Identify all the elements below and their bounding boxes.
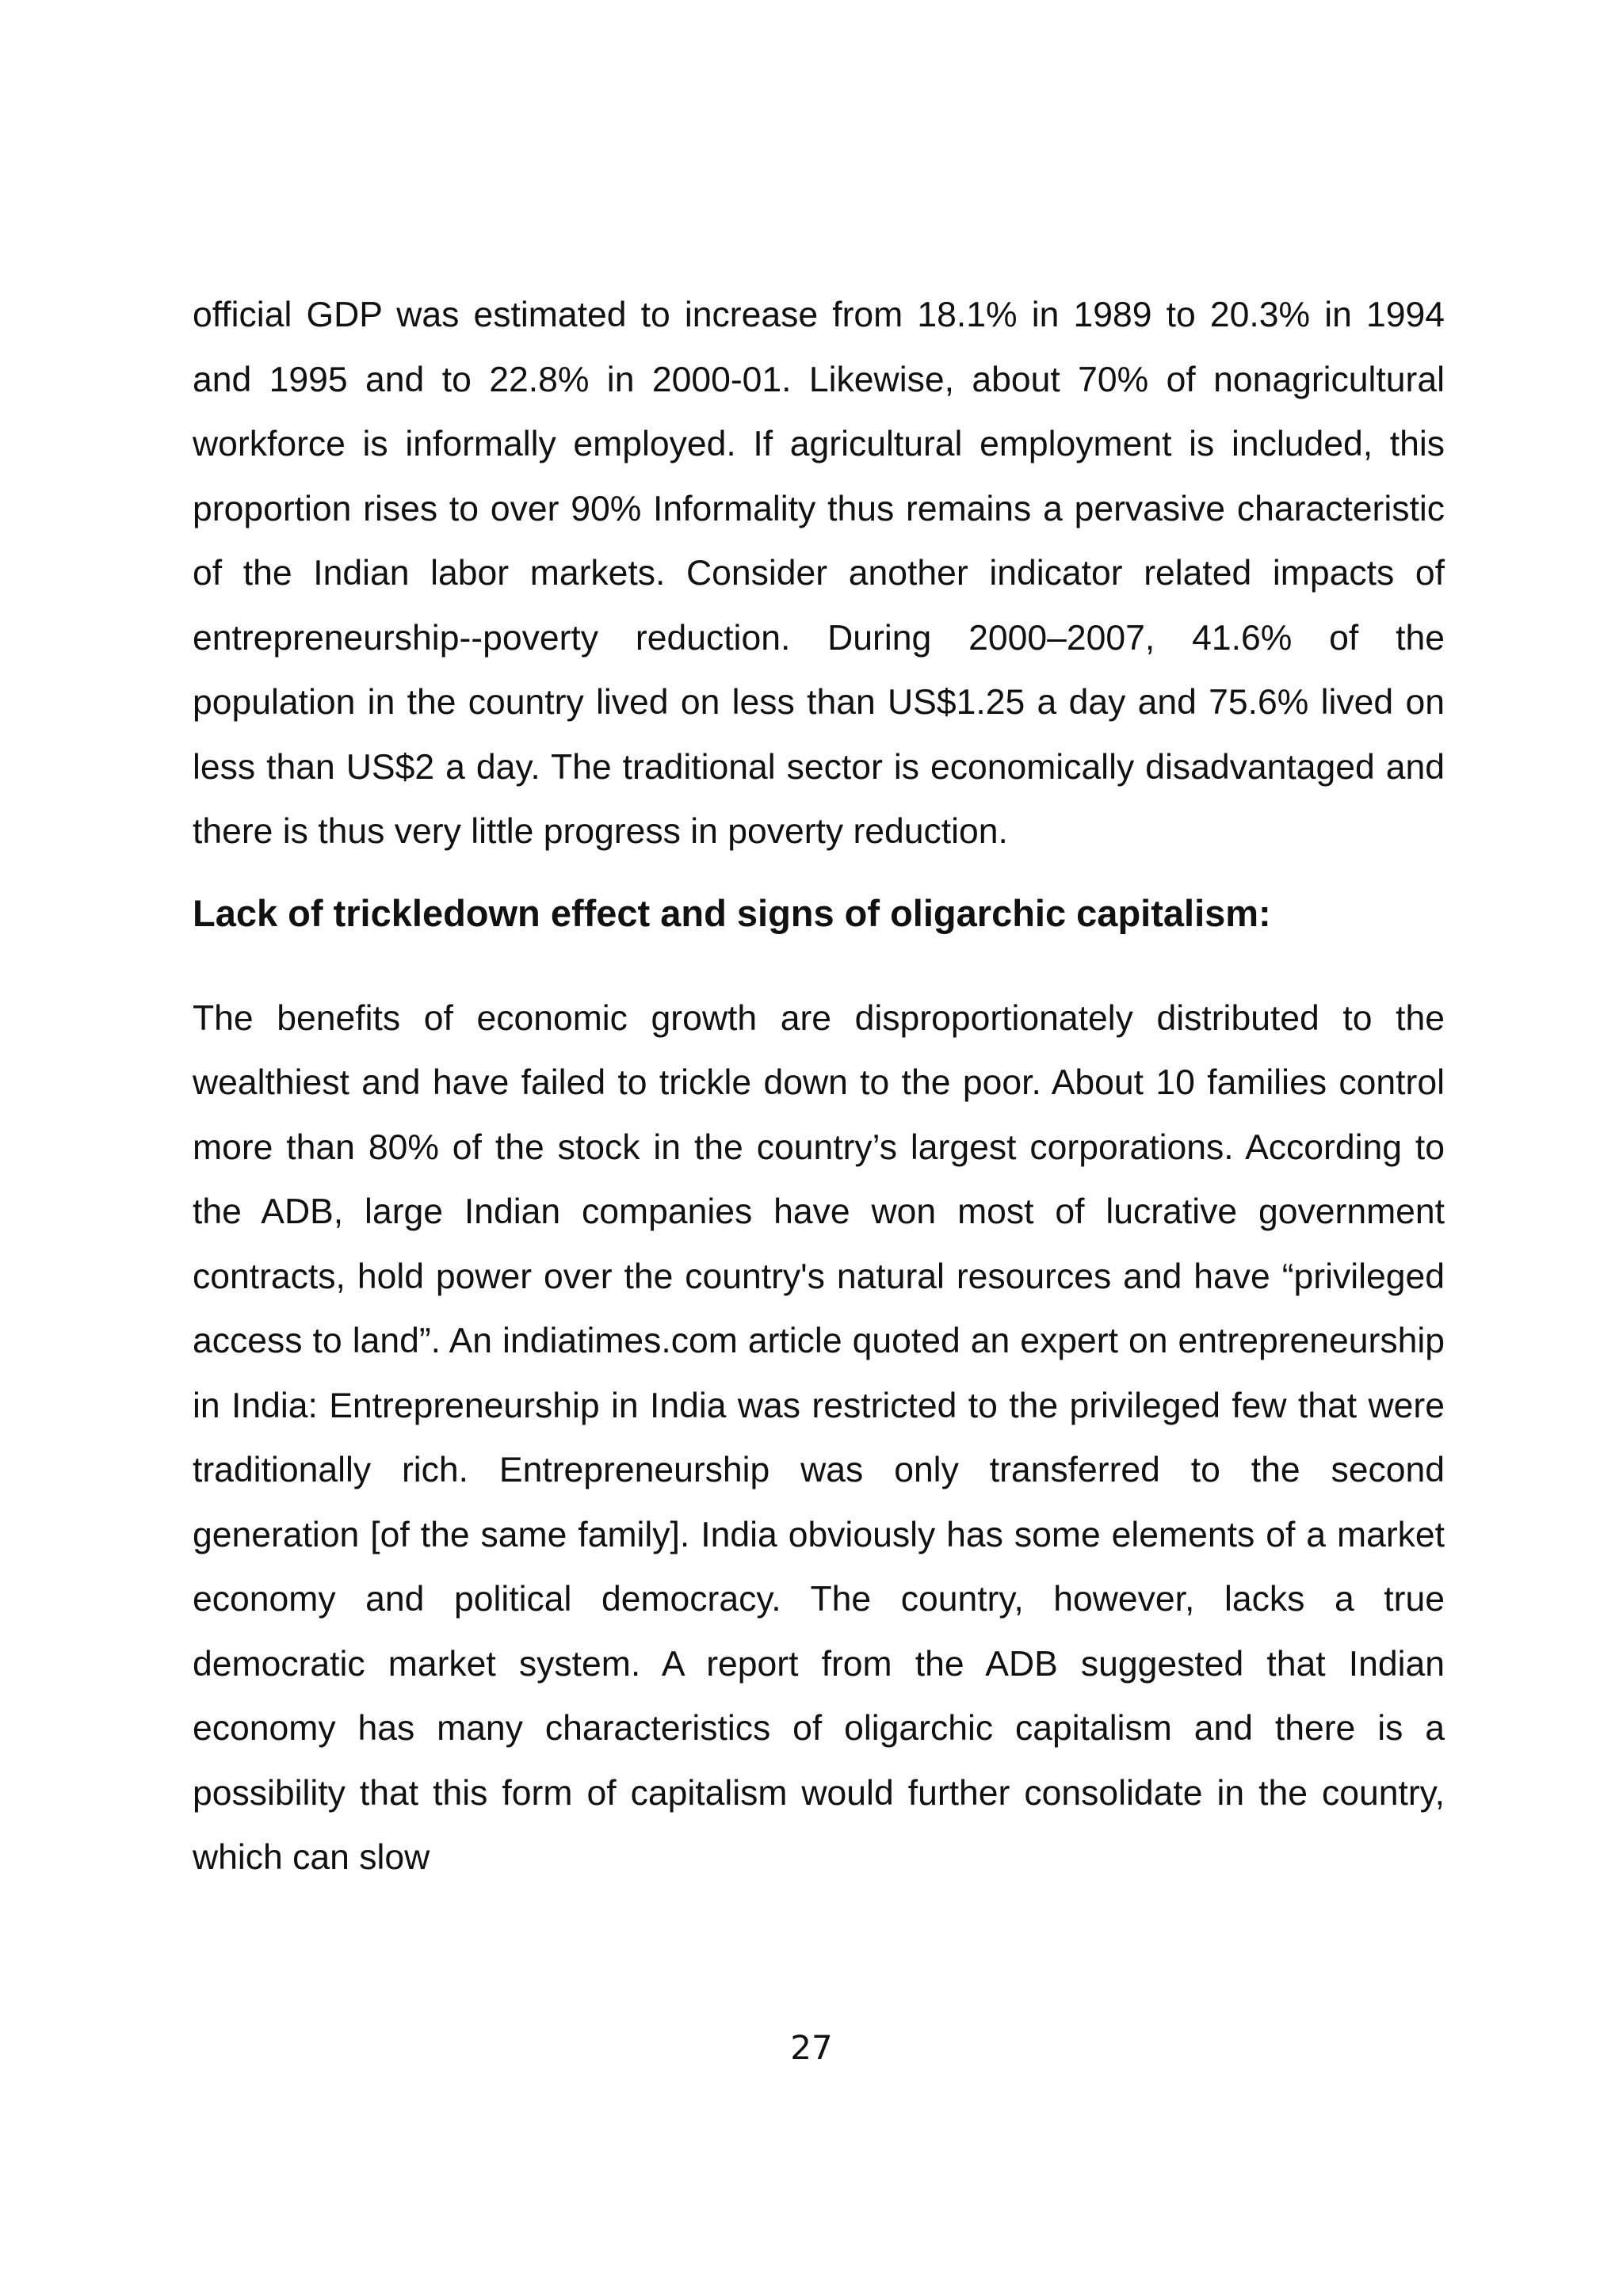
body-paragraph-2: The benefits of economic growth are disproportionately distributed to the wealthiest and have failed to trickle down to the poor. About 10 families control more than 80% of the stock in the country’s largest corporations. According to the ADB, large Indian companies have won most of lucrative government contracts, hold power over the country's natural resources and have “privileged access to land”. An indiatimes.com article quoted an expert on entrepreneurship in India: Entrepreneurship in India was restricted to the privileged few that were traditionally rich. Entrepreneurship was only transferred to the second generation [of the same family]. India obviously has some elements of a market economy and political democracy. The country, however, lacks a true democratic market system. A report from the ADB suggested that Indian economy has many characteristics of oligarchic capitalism and there is a possibility that this form of capitalism would further consolidate in the country, which can slow: [193, 998, 1445, 1877]
page-number: 27: [790, 2028, 833, 2067]
section-heading: Lack of trickledown effect and signs of oligarchic capitalism:: [193, 891, 1271, 934]
body-paragraph-1: official GDP was estimated to increase from 18.1% in 1989 to 20.3% in 1994 and 1995 and to 22.8% in 2000-01. Likewise, about 70% of nonagricultural workforce is informally employed. If agricultural employment is included, this proportion rises to over 90% Informality thus remains a pervasive characteristic of the Indian labor markets. Consider another indicator related impacts of entrepreneurship--poverty reduction. During 2000–2007, 41.6% of the population in the country lived on less than US$1.25 a day and 75.6% lived on less than US$2 a day. The traditional sector is economically disadvantaged and there is thus very little progress in poverty reduction.: [193, 296, 1445, 851]
page-content: [193, 283, 1445, 1890]
